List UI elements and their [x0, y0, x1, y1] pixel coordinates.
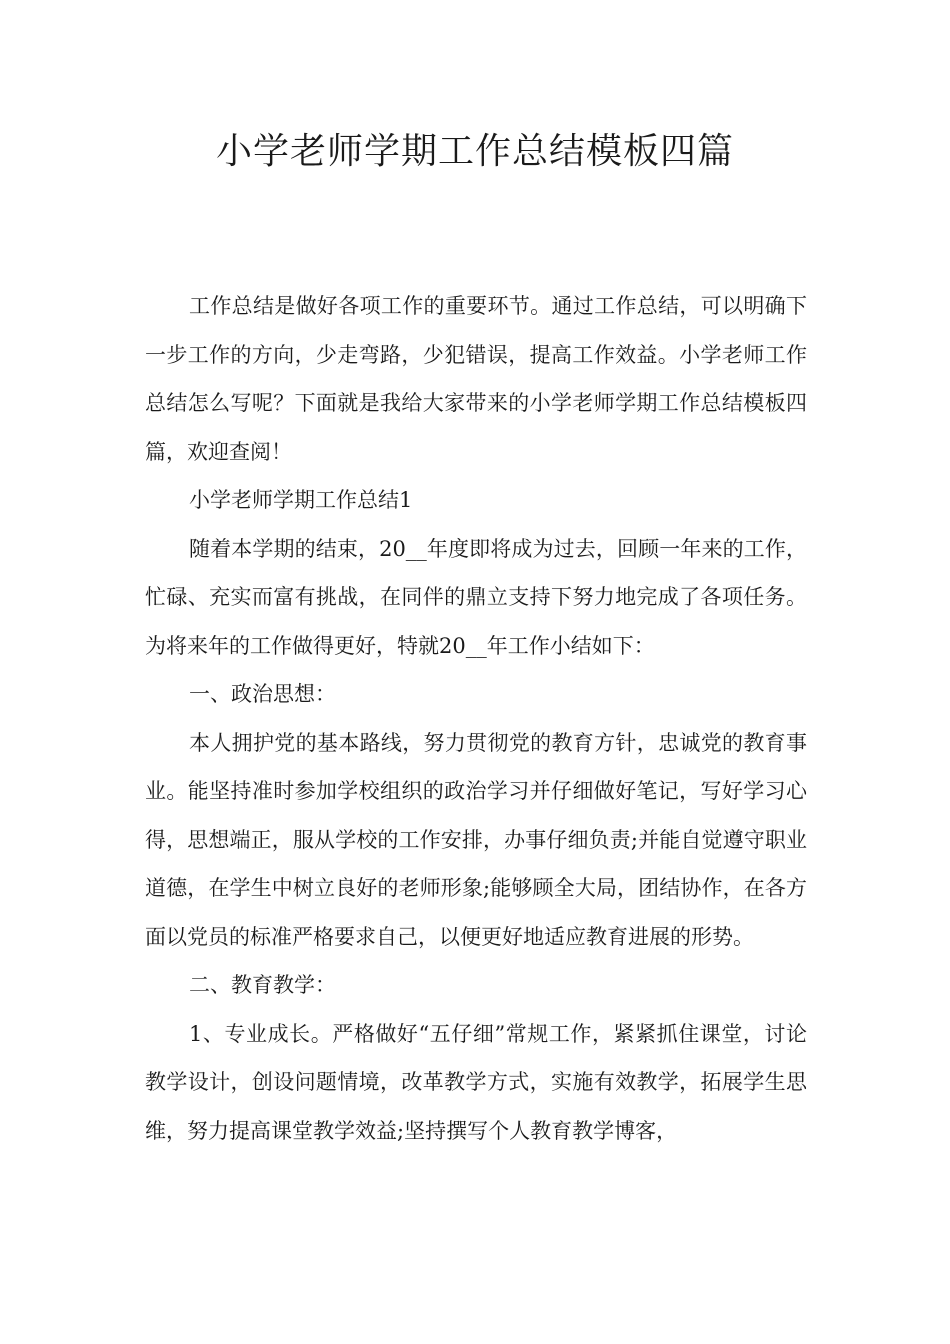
body-paragraph: 本人拥护党的基本路线，努力贯彻党的教育方针，忠诚党的教育事业。能坚持准时参加学校组织的政治学习并仔细做好笔记，写好学习心得，思想端正，服从学校的工作安排，办事仔细负责;并能自觉遵守职业道德，在学生中树立良好的老师形象;能够顾全大局，团结协作，在各方面以党员的标准严格要求自己，以便更好地适应教育进展的形势。: [145, 730, 807, 949]
subheading-politics: 一、政治思想：: [189, 682, 336, 706]
document-title: 小学老师学期工作总结模板四篇: [215, 131, 734, 172]
body-paragraph: 随着本学期的结束，20__年度即将成为过去，回顾一年来的工作，忙碌、充实而富有挑战，在同伴的鼎立支持下努力地完成了各项任务。为将来年的工作做得更好，特就20__年工作小结如下：: [145, 536, 807, 658]
document-body: [145, 282, 807, 1155]
intro-paragraph: 工作总结是做好各项工作的重要环节。通过工作总结，可以明确下一步工作的方向，少走弯路，少犯错误，提高工作效益。小学老师工作总结怎么写呢？下面就是我给大家带来的小学老师学期工作总结模板四篇，欢迎查阅！: [145, 294, 807, 464]
subheading-teaching: 二、教育教学：: [189, 973, 336, 997]
section-heading-1: 小学老师学期工作总结1: [189, 488, 413, 512]
body-paragraph: 1、专业成长。严格做好“五仔细”常规工作，紧紧抓住课堂，讨论教学设计，创设问题情境，改革教学方式，实施有效教学，拓展学生思维，努力提高课堂教学效益;坚持撰写个人教育教学博客，: [145, 1021, 807, 1143]
